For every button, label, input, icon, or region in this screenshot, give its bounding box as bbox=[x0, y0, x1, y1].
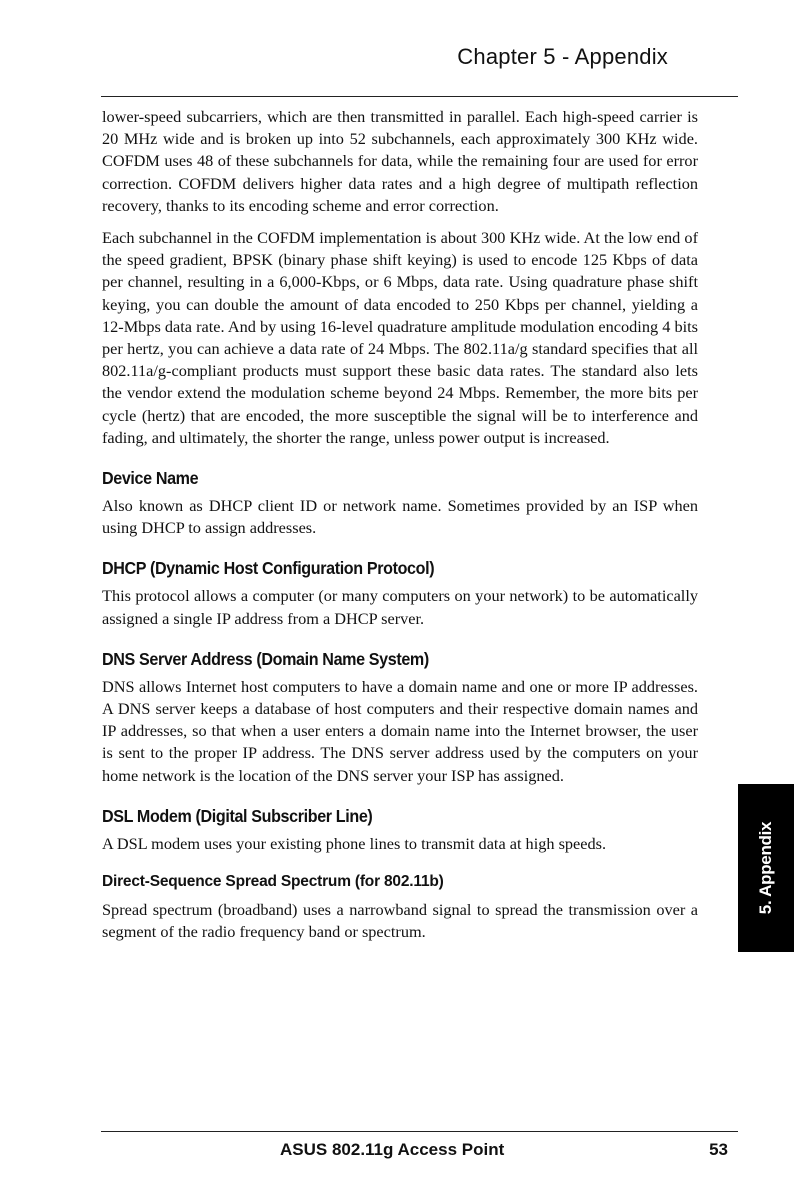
section-body-dns-server: DNS allows Internet host computers to have a domain name and one or more IP addresses. A DNS server keeps a database of host computers and their respective domain names and IP addresses, so that when a user enters a domain name into the Internet browser, the user is sent to the proper IP address. The DNS server address used by the computers on your home network is the location of the DNS server your ISP has assigned. bbox=[102, 676, 698, 785]
cofdm-paragraph: Each subchannel in the COFDM implementation is about 300 KHz wide. At the low end of the speed gradient, BPSK (binary phase shift keying) is used to encode 125 Kbps of data per channel, resulting in a 6,000-Kbps, or 6 Mbps, data rate. Using quadrature phase shift keying, you can double the amount of data encoded to 250 Kbps per channel, yielding a 12-Mbps data rate. And by using 16-level quadrature amplitude modulation encoding 4 bits per hertz, you can achieve a data rate of 24 Mbps. The 802.11a/g standard specifies that all 802.11a/g-compliant products must support these basic data rates. The standard also lets the vendor extend the modulation scheme beyond 24 Mbps. Remember, the more bits per cycle (hertz) that are encoded, the more susceptible the signal will be to interference and fading, and ultimately, the shorter the range, unless power output is increased. bbox=[102, 228, 698, 447]
section-heading-device-name: Device Name bbox=[102, 468, 199, 489]
section-heading-dhcp: DHCP (Dynamic Host Configuration Protocol) bbox=[102, 558, 435, 579]
footer-divider bbox=[101, 1131, 738, 1132]
side-tab-label: 5. Appendix bbox=[756, 821, 775, 915]
section-heading-dsl-modem: DSL Modem (Digital Subscriber Line) bbox=[102, 805, 373, 826]
section-heading-dsss: Direct-Sequence Spread Spectrum (for 802.11b) bbox=[102, 873, 444, 891]
page-body bbox=[102, 106, 698, 943]
section-body-dsl-modem: A DSL modem uses your existing phone lines to transmit data at high speeds. bbox=[102, 833, 607, 853]
appendix-side-tab bbox=[738, 784, 794, 952]
intro-paragraph: lower-speed subcarriers, which are then transmitted in parallel. Each high-speed carrier is 20 MHz wide and is broken up into 52 subchannels, each approximately 300 KHz wide. COFDM uses 48 of these subchannels for data, while the remaining four are used for error correction. COFDM delivers higher data rates and a high degree of multipath reflection recovery, thanks to its encoding scheme and error correction. bbox=[102, 107, 698, 215]
section-heading-dns-server: DNS Server Address (Domain Name System) bbox=[102, 648, 429, 669]
section-body-dhcp: This protocol allows a computer (or many computers on your network) to be automatically assigned a single IP address from a DHCP server. bbox=[102, 586, 698, 628]
page-number: 53 bbox=[709, 1140, 728, 1159]
footer-product-title: ASUS 802.11g Access Point bbox=[280, 1140, 505, 1159]
header-divider bbox=[101, 96, 738, 97]
chapter-title: Chapter 5 - Appendix bbox=[457, 44, 668, 69]
section-body-device-name: Also known as DHCP client ID or network name. Sometimes provided by an ISP when using DHCP to assign addresses. bbox=[102, 496, 698, 538]
section-body-dsss: Spread spectrum (broadband) uses a narrowband signal to spread the transmission over a segment of the radio frequency band or spectrum. bbox=[102, 900, 698, 942]
